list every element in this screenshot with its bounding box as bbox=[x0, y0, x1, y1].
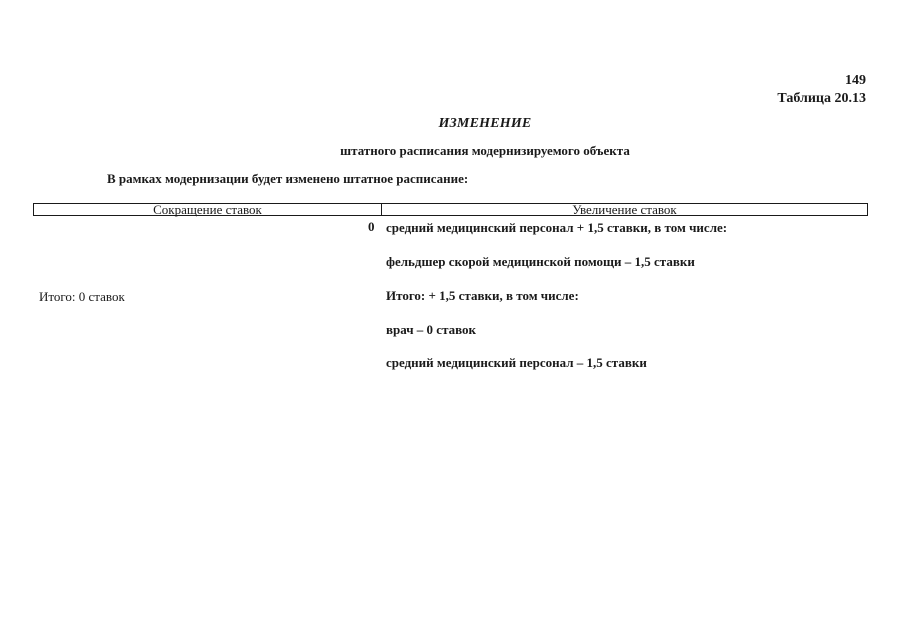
table-label: Таблица 20.13 bbox=[777, 91, 866, 106]
page-number: 149 bbox=[845, 73, 866, 88]
document-title: ИЗМЕНЕНИЕ bbox=[438, 116, 532, 131]
increase-line-mid-staff: средний медицинский персонал + 1,5 ставки, в том числе: bbox=[386, 220, 728, 235]
column-header-cuts: Сокращение ставок bbox=[34, 204, 382, 215]
increase-line-mid-staff-total: средний медицинский персонал – 1,5 ставки bbox=[386, 355, 647, 370]
intro-text: В рамках модернизации будет изменено штатное расписание: bbox=[107, 171, 469, 186]
cuts-value: 0 bbox=[368, 219, 375, 234]
document-subtitle: штатного расписания модернизируемого объекта bbox=[340, 143, 630, 158]
increase-line-paramedic: фельдшер скорой медицинской помощи – 1,5 ставки bbox=[386, 254, 695, 269]
staffing-table-header bbox=[33, 203, 868, 216]
increase-line-doctor: врач – 0 ставок bbox=[386, 322, 477, 337]
column-header-increases: Увеличение ставок bbox=[572, 202, 677, 217]
cuts-total: Итого: 0 ставок bbox=[39, 289, 125, 304]
increase-total: Итого: + 1,5 ставки, в том числе: bbox=[386, 288, 579, 303]
